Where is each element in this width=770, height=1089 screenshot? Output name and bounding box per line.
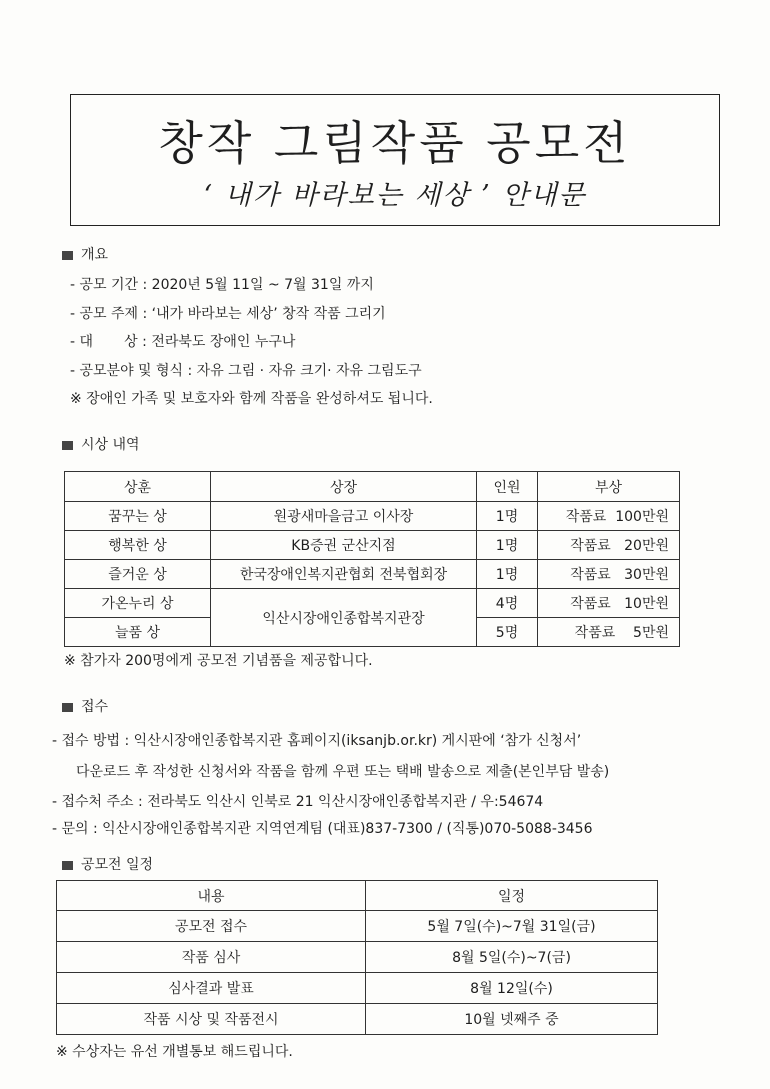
- section-heading-overview: 개요: [62, 244, 108, 264]
- award-count: 1명: [477, 531, 538, 560]
- schedule-date: 5월 7일(수)~7월 31일(금): [366, 911, 658, 942]
- header-award: 상훈: [65, 472, 211, 502]
- section-heading-awards: 시상 내역: [62, 434, 140, 454]
- reception-method: - 접수 방법 : 익산시장애인종합복지관 홈페이지(iksanjb.or.kr) 게시판에 ‘참가 신청서’: [52, 733, 582, 749]
- award-prize: 작품료 30만원: [538, 560, 680, 589]
- schedule-item: 심사결과 발표: [57, 973, 366, 1004]
- awards-table: [64, 471, 680, 647]
- overview-format: - 공모분야 및 형식 : 자유 그림 · 자유 크기· 자유 그림도구: [70, 363, 422, 379]
- reception-method-detail: 다운로드 후 작성한 신청서와 작품을 함께 우편 또는 택배 발송으로 제출(본인부담 발송): [76, 764, 610, 780]
- award-prize: 작품료 10만원: [538, 589, 680, 618]
- schedule-item: 작품 시상 및 작품전시: [57, 1004, 366, 1035]
- awards-note: ※ 참가자 200명에게 공모전 기념품을 제공합니다.: [64, 653, 373, 669]
- award-certificate: 익산시장애인종합복지관장: [211, 589, 477, 647]
- page-subtitle: ‘ 내가 바라보는 세상 ’ 안내문: [203, 180, 587, 211]
- award-prize: 작품료 100만원: [538, 502, 680, 531]
- award-name: 즐거운 상: [65, 560, 211, 589]
- overview-note: ※ 장애인 가족 및 보호자와 함께 작품을 완성하셔도 됩니다.: [70, 391, 433, 407]
- square-bullet-icon: [62, 441, 73, 450]
- award-prize: 작품료 5만원: [538, 618, 680, 647]
- award-count: 4명: [477, 589, 538, 618]
- award-name: 가온누리 상: [65, 589, 211, 618]
- section-heading-reception: 접수: [62, 696, 108, 716]
- reception-contact: - 문의 : 익산시장애인종합복지관 지역연계팀 (대표)837-7300 / (직통)070-5088-3456: [52, 821, 593, 837]
- square-bullet-icon: [62, 251, 73, 260]
- schedule-date: 8월 5일(수)~7(금): [366, 942, 658, 973]
- table-row: [65, 589, 680, 618]
- schedule-date: 8월 12일(수): [366, 973, 658, 1004]
- header-prize: 부상: [538, 472, 680, 502]
- header-date: 일정: [366, 881, 658, 911]
- square-bullet-icon: [62, 703, 73, 712]
- overview-period: - 공모 기간 : 2020년 5월 11일 ~ 7월 31일 까지: [70, 277, 374, 293]
- table-header-row: [57, 881, 658, 911]
- schedule-item: 작품 심사: [57, 942, 366, 973]
- reception-address: - 접수처 주소 : 전라북도 익산시 인북로 21 익산시장애인종합복지관 / 우:54674: [52, 794, 544, 810]
- title-box: [70, 94, 720, 226]
- table-row: [57, 973, 658, 1004]
- header-item: 내용: [57, 881, 366, 911]
- table-row: [57, 942, 658, 973]
- award-certificate: KB증권 군산지점: [211, 531, 477, 560]
- award-name: 꿈꾸는 상: [65, 502, 211, 531]
- schedule-item: 공모전 접수: [57, 911, 366, 942]
- page-title: 창작 그림작품 공모전: [158, 116, 632, 170]
- award-certificate: 원광새마을금고 이사장: [211, 502, 477, 531]
- award-name: 늘품 상: [65, 618, 211, 647]
- overview-target: - 대 상 : 전라북도 장애인 누구나: [70, 334, 296, 350]
- table-row: [65, 502, 680, 531]
- schedule-note: ※ 수상자는 유선 개별통보 해드립니다.: [56, 1044, 293, 1060]
- award-certificate: 한국장애인복지관협회 전북협회장: [211, 560, 477, 589]
- square-bullet-icon: [62, 861, 73, 870]
- table-row: [65, 560, 680, 589]
- table-header-row: [65, 472, 680, 502]
- header-count: 인원: [477, 472, 538, 502]
- section-heading-schedule: 공모전 일정: [62, 854, 153, 874]
- schedule-date: 10월 넷째주 중: [366, 1004, 658, 1035]
- table-row: [57, 1004, 658, 1035]
- award-count: 1명: [477, 502, 538, 531]
- schedule-table: [56, 880, 658, 1035]
- table-row: [65, 531, 680, 560]
- award-count: 5명: [477, 618, 538, 647]
- award-name: 행복한 상: [65, 531, 211, 560]
- table-row: [57, 911, 658, 942]
- award-prize: 작품료 20만원: [538, 531, 680, 560]
- header-certificate: 상장: [211, 472, 477, 502]
- overview-theme: - 공모 주제 : ‘내가 바라보는 세상’ 창작 작품 그리기: [70, 306, 386, 322]
- award-count: 1명: [477, 560, 538, 589]
